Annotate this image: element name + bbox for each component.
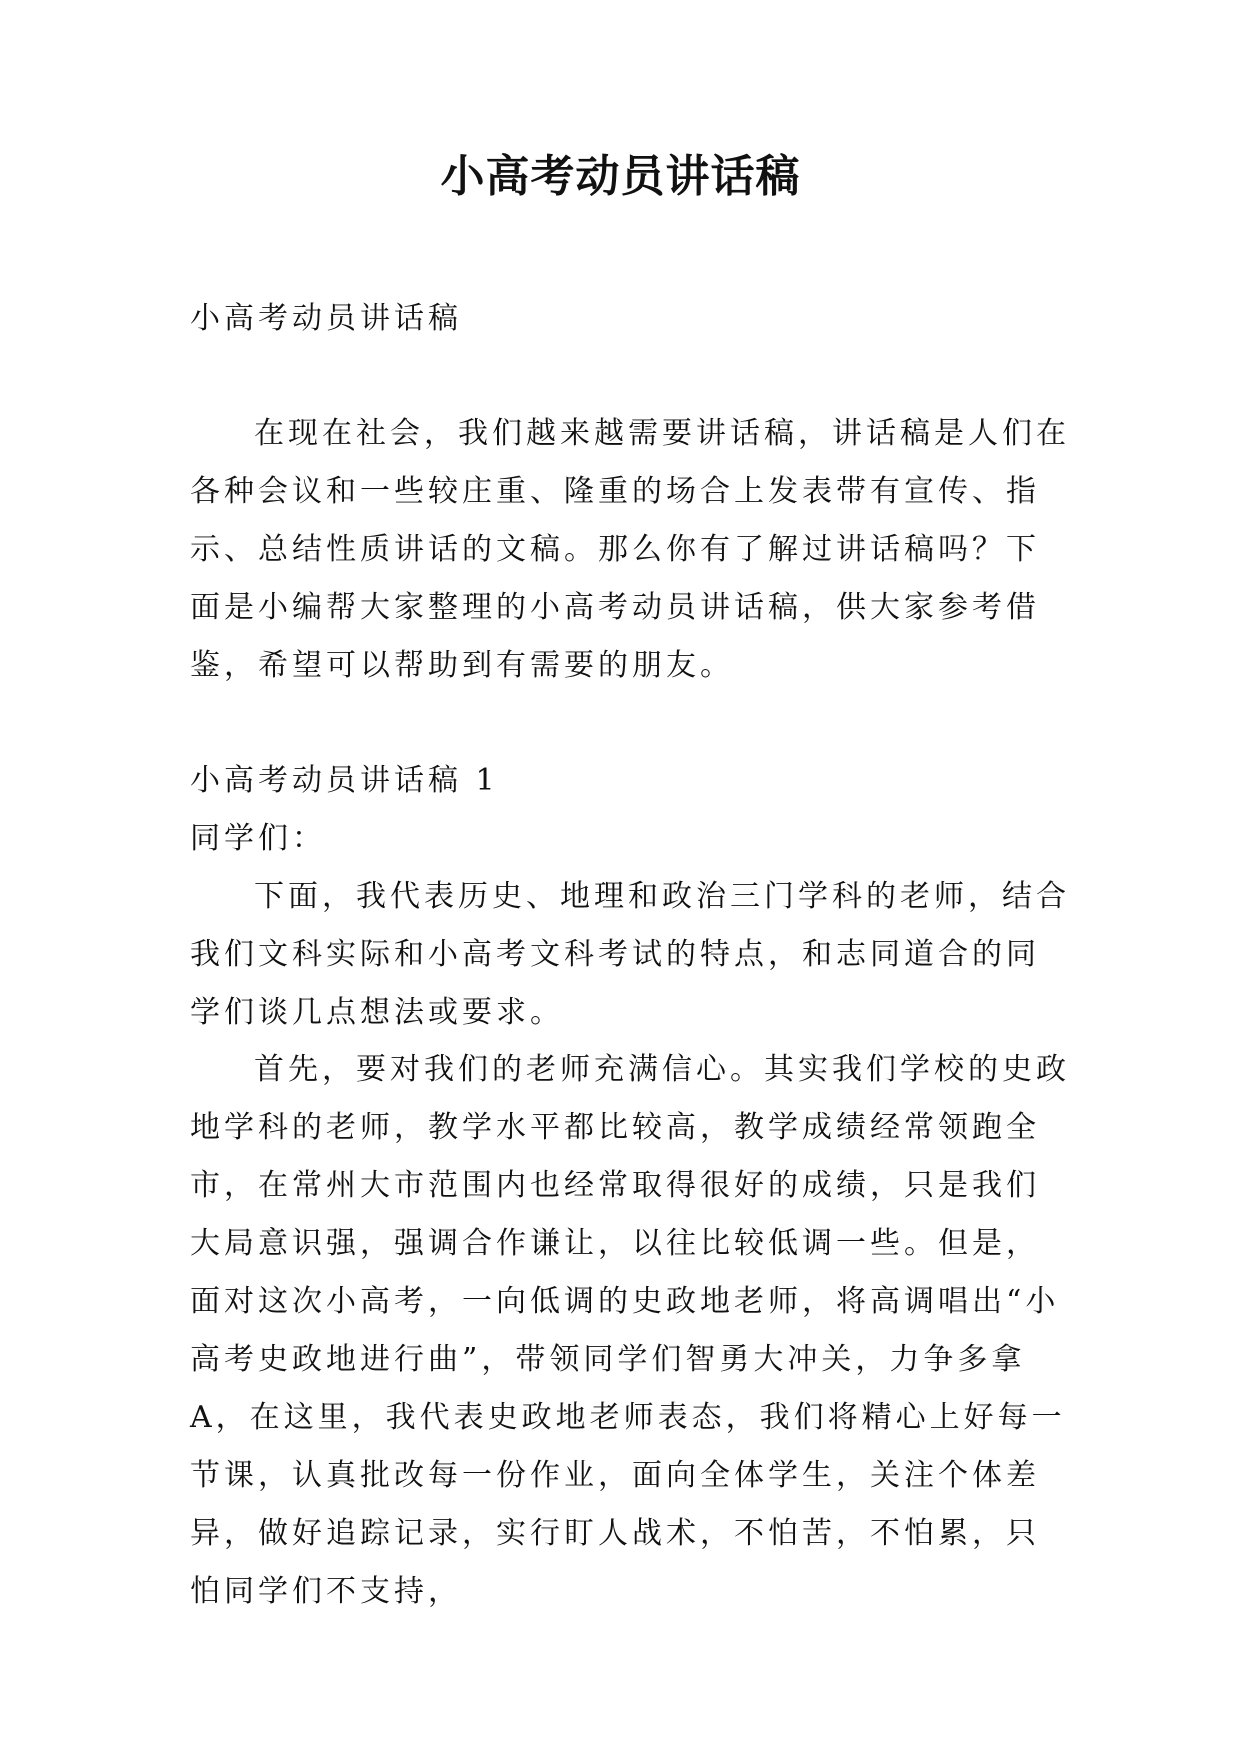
intro-paragraph: 在现在社会，我们越来越需要讲话稿，讲话稿是人们在各种会议和一些较庄重、隆重的场合上发表带有宣传、指示、总结性质讲话的文稿。那么你有了解过讲话稿吗？下面是小编帮大家整理的小高考动员讲话稿，供大家参考借鉴，希望可以帮助到有需要的朋友。 (190, 416, 1070, 683)
body-paragraph: 首先，要对我们的老师充满信心。其实我们学校的史政地学科的老师，教学水平都比较高，教学成绩经常领跑全市，在常州大市范围内也经常取得很好的成绩，只是我们大局意识强，强调合作谦让，以往比较低调一些。但是，面对这次小高考，一向低调的史政地老师，将高调唱出“小高考史政地进行曲”，带领同学们智勇大冲关，力争多拿A，在这里，我代表史政地老师表态，我们将精心上好每一节课，认真批改每一份作业，面向全体学生，关注个体差异，做好追踪记录，实行盯人战术，不怕苦，不怕累，只怕同学们不支持， (190, 1052, 1070, 1609)
body-paragraph: 下面，我代表历史、地理和政治三门学科的老师，结合我们文科实际和小高考文科考试的特点，和志同道合的同学们谈几点想法或要求。 (190, 879, 1070, 1030)
document-title: 小高考动员讲话稿 (440, 151, 801, 202)
salutation: 同学们： (190, 821, 326, 856)
document-subtitle: 小高考动员讲话稿 (190, 301, 462, 336)
section-heading: 小高考动员讲话稿 1 (190, 763, 499, 798)
